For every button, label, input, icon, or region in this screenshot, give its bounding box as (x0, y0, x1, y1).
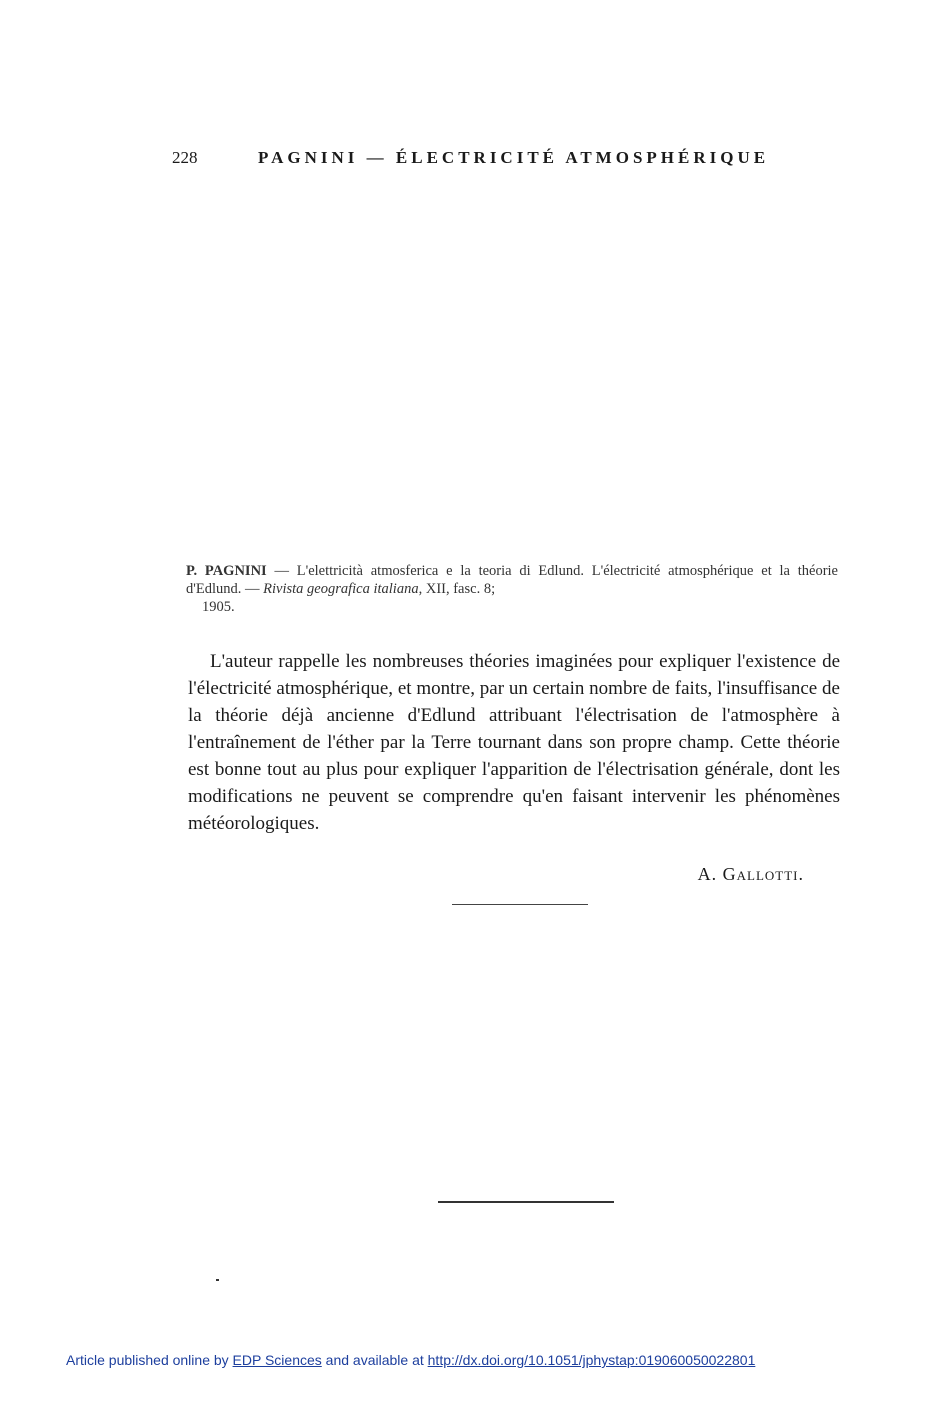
footer-prefix: Article published online by (66, 1352, 233, 1368)
running-title: PAGNINI — ÉLECTRICITÉ ATMOSPHÉRIQUE (258, 148, 770, 167)
print-speck (216, 1279, 219, 1281)
running-header (172, 148, 772, 168)
footer-middle: and available at (321, 1352, 428, 1368)
citation-details: , XII, fasc. 8; (418, 581, 496, 597)
edp-sciences-link[interactable]: EDP Sciences (232, 1352, 322, 1368)
reviewer-signature: A. Gallotti. (697, 864, 804, 884)
doi-link[interactable]: http://dx.doi.org/10.1051/jphystap:019060050022801 (427, 1352, 756, 1368)
citation-title: L'elettricità atmosferica e la teoria di Edlund. L'électricité atmosphérique et la théorie d'Edlund. (186, 563, 838, 597)
page-number: 228 (172, 148, 198, 167)
citation-journal: Rivista geografica italiana (263, 581, 419, 597)
abstract-paragraph: L'auteur rappelle les nombreuses théories imaginées pour expliquer l'existence de l'électricité atmosphérique, et montre, par un certain nombre de faits, l'insuffisance de la théorie déjà ancienne d'Edlund attribuant l'électrisation de l'atmosphère à l'entraînement de l'éther par la Terre tournant dans son propre champ. Cette théorie est bonne tout au plus pour expliquer l'apparition de l'électrisation générale, dont les modifications ne peuvent se comprendre qu'en faisant intervenir les phénomènes météorologiques. (188, 651, 840, 834)
citation-year: 1905. (202, 599, 235, 615)
citation-dash-2: — (241, 581, 264, 597)
end-divider (438, 1201, 614, 1203)
bibliographic-citation (186, 562, 838, 616)
citation-dash: — (266, 563, 297, 579)
section-divider (452, 904, 588, 905)
publication-footer (66, 1352, 755, 1368)
citation-author: P. PAGNINI (186, 563, 267, 579)
